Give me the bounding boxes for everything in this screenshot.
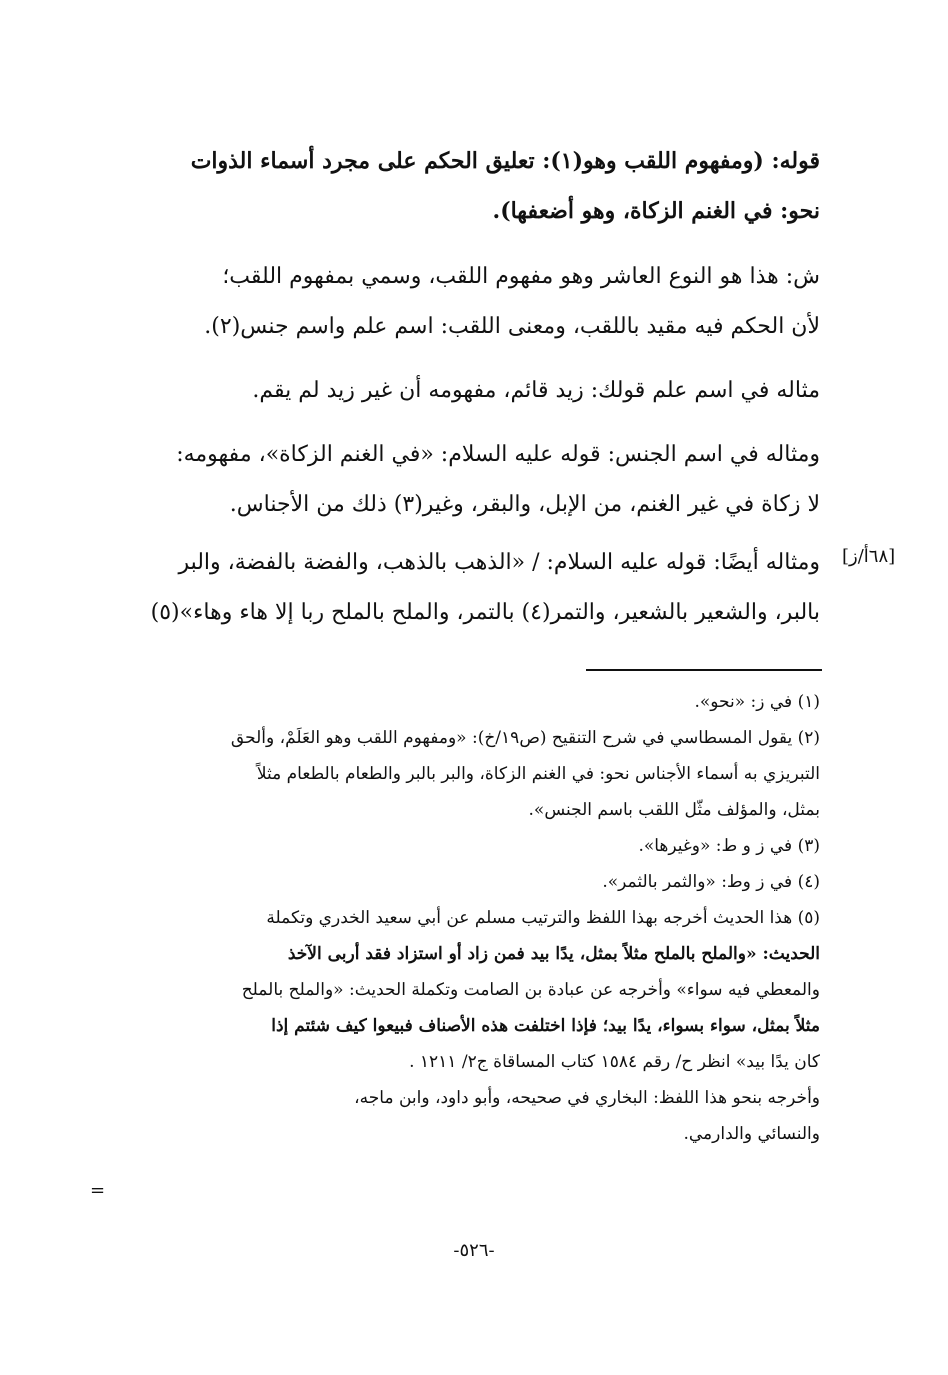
- footnote-5-continued: مثلاً بمثل، سواء بسواء، يدًا بيد؛ فإذا اختلفت هذه الأصناف فبيعوا كيف شئتم إذا: [271, 1016, 820, 1036]
- text-line: لا زكاة في غير الغنم، من الإبل، والبقر، وغير(٣) ذلك من الأجناس.: [229, 492, 820, 517]
- text-line: مثاله في اسم علم قولك: زيد قائم، مفهومه أن غير زيد لم يقم.: [252, 378, 820, 403]
- footnote-5-continued: كان يدًا بيد» انظر ح/ رقم ١٥٨٤ كتاب المساقاة ج٢/ ١٢١١ .: [409, 1052, 820, 1072]
- page-number: -٥٢٦-: [453, 1240, 495, 1261]
- text-line: قوله: (ومفهوم اللقب وهو(١): تعليق الحكم على مجرد أسماء الذوات: [190, 148, 820, 174]
- footnote-5-continued: وأخرجه بنحو هذا اللفظ: البخاري في صحيحه، وأبو داود، وابن ماجه،: [354, 1088, 820, 1108]
- text-line: ش: هذا هو النوع العاشر وهو مفهوم اللقب، وسمي بمفهوم اللقب؛: [222, 264, 820, 289]
- footnote-5-continued: والنسائي والدارمي.: [683, 1124, 820, 1144]
- text-line: ومثاله في اسم الجنس: قوله عليه السلام: «في الغنم الزكاة»، مفهومه:: [176, 442, 820, 467]
- paragraph-example-hadith: [110, 538, 820, 638]
- footnote-2-continued: بمثل، والمؤلف مثّل اللقب باسم الجنس».: [528, 800, 820, 820]
- footnote-2: (٢) يقول المسطاسي في شرح التنقيح (ص١٩/خ): «ومفهوم اللقب وهو العَلَمْ، وألحق: [230, 728, 820, 748]
- paragraph-explanation: [110, 252, 820, 352]
- manuscript-folio-marker: [٦٨أ/ز]: [842, 546, 896, 567]
- paragraph-example-genus: [110, 430, 820, 530]
- footnote-5-continued: والمعطي فيه سواء» وأخرجه عن عبادة بن الصامت وتكملة الحديث: «والملح بالملح: [241, 980, 820, 1000]
- paragraph-example-proper-name: [110, 366, 820, 416]
- footnote-2-continued: التبريزي به أسماء الأجناس نحو: في الغنم الزكاة، والبر بالبر والطعام بالطعام مثلاً: [256, 764, 820, 784]
- paragraph-quote: [110, 136, 820, 236]
- footnotes: [110, 684, 820, 1152]
- footnote-separator: [586, 669, 822, 671]
- text-line: بالبر، والشعير بالشعير، والتمر(٤) بالتمر، والملح بالملح ربا إلا هاء وهاء»(٥): [150, 600, 820, 625]
- footnote-1: (١) في ز: «نحو».: [694, 692, 820, 712]
- footnote-5: (٥) هذا الحديث أخرجه بهذا اللفظ والترتيب مسلم عن أبي سعيد الخدري وتكملة: [266, 908, 820, 928]
- text-line: نحو: في الغنم الزكاة، وهو أضعفها).: [492, 198, 820, 224]
- footnote-3: (٣) في ز و ط: «وغيرها».: [638, 836, 820, 856]
- footnote-4: (٤) في ز وط: «والثمر بالثمر».: [602, 872, 820, 892]
- footnote-5-continued: الحديث: «والملح بالملح مثلاً بمثل، يدًا بيد فمن زاد أو استزاد فقد أربى الآخذ: [287, 944, 820, 964]
- text-line: ومثاله أيضًا: قوله عليه السلام: / «الذهب بالذهب، والفضة بالفضة، والبر: [178, 550, 820, 575]
- continuation-mark: =: [90, 1180, 106, 1201]
- text-line: لأن الحكم فيه مقيد باللقب، ومعنى اللقب: اسم علم واسم جنس(٢).: [204, 314, 820, 339]
